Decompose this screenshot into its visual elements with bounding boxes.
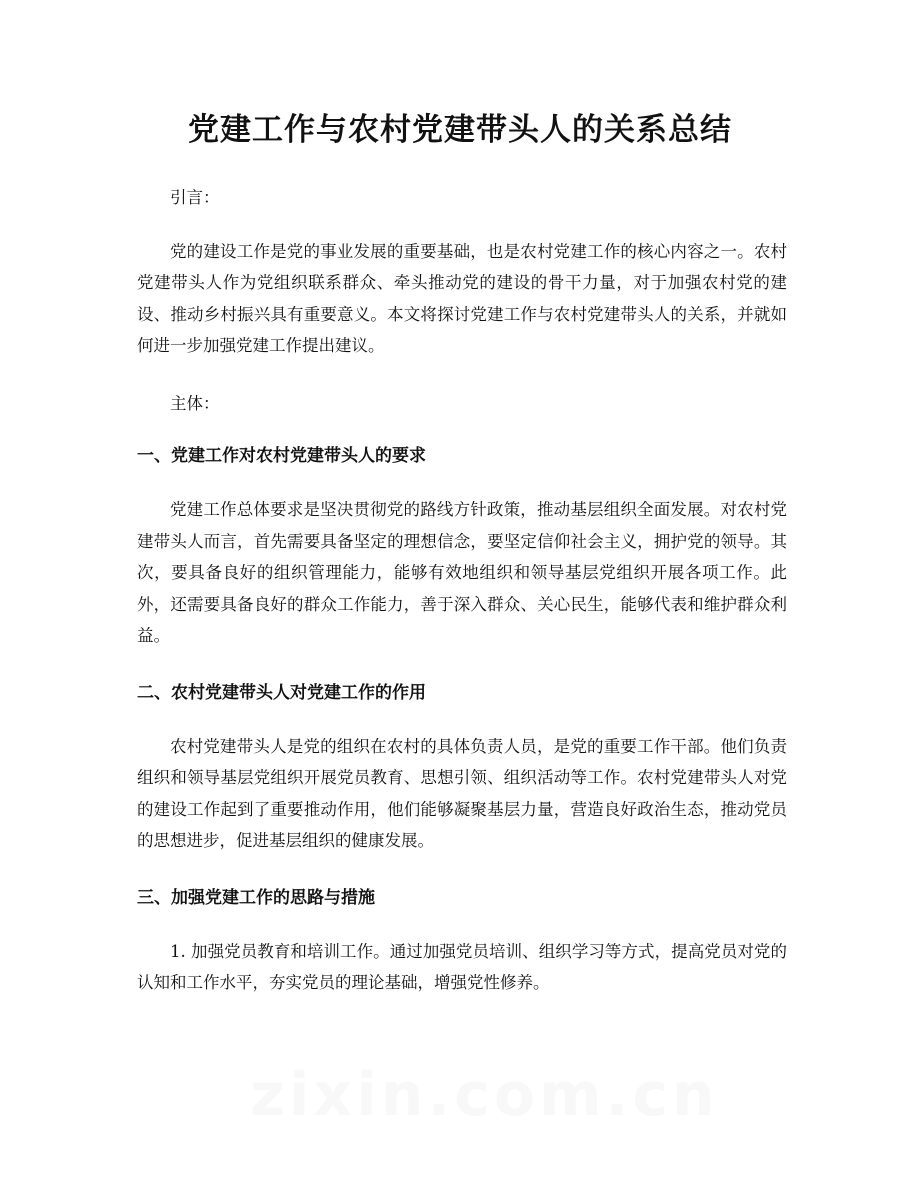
intro-paragraph: 党的建设工作是党的事业发展的重要基础，也是农村党建工作的核心内容之一。农村党建带头人作为党组织联系群众、牵头推动党的建设的骨干力量，对于加强农村党的建设、推动乡村振兴具有重要意义。本文将探讨党建工作与农村党建带头人的关系，并就如何进一步加强党建工作提出建议。: [137, 241, 787, 355]
page-title: 党建工作与农村党建带头人的关系总结: [188, 112, 732, 148]
document-body: [137, 182, 787, 1025]
intro-label: 引言：: [170, 188, 220, 207]
body-label: 主体：: [170, 393, 220, 413]
section-2-paragraph: 农村党建带头人是党的组织在农村的具体负责人员，是党的重要工作干部。他们负责组织和领导基层党组织开展党员教育、思想引领、组织活动等工作。农村党建带头人对党的建设工作起到了重要推动作用，他们能够凝聚基层力量，营造良好政治生态，推动党员的思想进步，促进基层组织的健康发展。: [137, 736, 787, 850]
section-2-heading: 二、农村党建带头人对党建工作的作用: [137, 682, 426, 703]
section-1-paragraph: 党建工作总体要求是坚决贯彻党的路线方针政策，推动基层组织全面发展。对农村党建带头人而言，首先需要具备坚定的理想信念，要坚定信仰社会主义，拥护党的领导。其次，要具备良好的组织管理能力，能够有效地组织和领导基层党组织开展各项工作。此外，还需要具备良好的群众工作能力，善于深入群众、关心民生，能够代表和维护群众利益。: [137, 500, 787, 645]
section-3-heading: 三、加强党建工作的思路与措施: [137, 887, 375, 908]
watermark: zixin.com.cn: [250, 1060, 719, 1130]
section-1-heading: 一、党建工作对农村党建带头人的要求: [137, 446, 426, 466]
section-3-item-1: 1. 加强党员教育和培训工作。通过加强党员培训、组织学习等方式，提高党员对党的认知和工作水平，夯实党员的理论基础，增强党性修养。: [137, 941, 787, 992]
